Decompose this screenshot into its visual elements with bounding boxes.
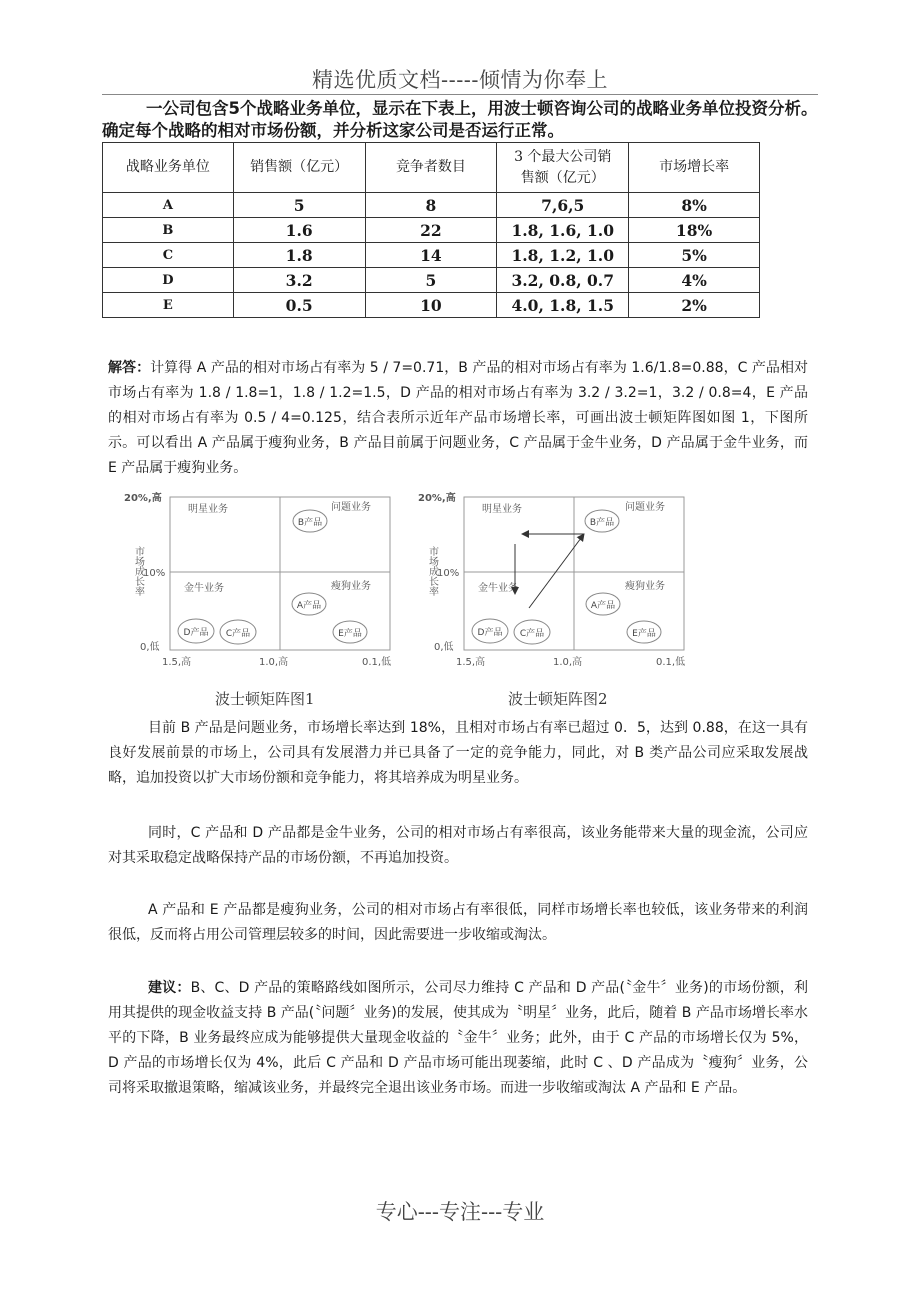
table-cell: 1.8, 1.2, 1.0 [497,243,629,268]
table-cell: D [103,268,234,293]
table-cell: 22 [365,218,497,243]
col-header-sbu: 战略业务单位 [103,143,234,193]
table-cell: 2% [629,293,760,318]
quadrant-question-label: 问题业务 [331,502,371,513]
x-tick-label: 1.0,高 [259,657,289,668]
table-cell: 4% [629,268,760,293]
quadrant-question-label: 问题业务 [625,502,665,513]
product-label-b: B产品 [589,518,615,528]
paragraph-suggestion [108,976,808,1101]
product-label-d: D产品 [477,628,503,638]
suggestion-text: B、C、D 产品的策略路线如图所示，公司尽力维持 C 产品和 D 产品(〝金牛〞业务)的市场份额，利用其提供的现金收益支持 B 产品(〝问题〞业务)的发展，使其成为〝明星〞业务，此后，随着 B 产品市场增长率水平的下降，B 业务最终应成为能够提供大量现金收益的〝金牛〞业务；此外，由于 C 产品的市场增长仅为 5%，D 产品的市场增长仅为 4%，此后 C 产品和 D 产品市场可能出现萎缩，此时 C 、D 产品成为〝瘦狗〞业务，公司将采取撤退策略，缩减该业务，并最终完全退出该业务市场。而进一步收缩或淘汰 A 产品和 E 产品。 [108,980,809,1096]
table-cell: 1.8, 1.6, 1.0 [497,218,629,243]
y-mid-label: 10% [437,568,460,579]
arrow-cow-to-question [529,534,584,608]
quadrant-cow-label: 金牛业务 [184,583,224,594]
col-header-sales: 销售额（亿元） [233,143,365,193]
table-cell: 4.0, 1.8, 1.5 [497,293,629,318]
table-cell: 5% [629,243,760,268]
x-tick-label: 1.5,高 [456,657,486,668]
table-cell: 10 [365,293,497,318]
table-row [103,268,760,293]
col-header-competitors: 竞争者数目 [365,143,497,193]
quadrant-cow-label: 金牛业务 [478,583,518,594]
figure-caption-1: 波士顿矩阵图1 [215,690,315,708]
y-top-label: 20%,高 [418,493,456,504]
col-header-top3: 3 个最大公司销售额（亿元） [497,143,629,193]
table-cell: 5 [233,193,365,218]
product-label-e: E产品 [338,629,362,639]
bcg-matrix-1 [118,488,403,672]
product-label-a: A产品 [296,601,322,611]
table-cell: 1.6 [233,218,365,243]
x-tick-label: 1.5,高 [162,657,192,668]
product-label-a: A产品 [590,601,616,611]
table-cell: 14 [365,243,497,268]
table-row [103,218,760,243]
table-cell: 5 [365,268,497,293]
figure-caption-2: 波士顿矩阵图2 [508,690,608,708]
table-cell: 1.8 [233,243,365,268]
paragraph-dogs: A 产品和 E 产品都是瘦狗业务，公司的相对市场占有率很低，同样市场增长率也较低，该业务带来的利润很低，反而将占用公司管理层较多的时间，因此需要进一步收缩或淘汰。 [108,902,808,943]
quadrant-star-label: 明星业务 [482,504,522,515]
suggestion-label: 建议： [148,980,191,996]
table-row [103,293,760,318]
paragraph-b-strategy: 目前 B 产品是问题业务，市场增长率达到 18%，且相对市场占有率已超过 0．5，达到 0.88，在这一具有良好发展前景的市场上，公司具有发展潜力并已具备了一定的竞争能力，同此，对 B 类产品公司应采取发展战略，追加投资以扩大市场份额和竞争能力，将其培养成为明星业务。 [108,720,808,786]
product-label-b: B产品 [297,518,323,528]
answer-paragraph [108,356,808,481]
y-low-label: 0,低 [434,642,454,653]
table-cell: A [103,193,234,218]
table-cell: 3.2, 0.8, 0.7 [497,268,629,293]
product-label-c: C产品 [225,629,251,639]
table-cell: 18% [629,218,760,243]
page-header: 精选优质文档-----倾情为你奉上 [312,68,608,92]
table-row [103,193,760,218]
answer-text: 计算得 A 产品的相对市场占有率为 5 / 7=0.71，B 产品的相对市场占有率为 1.6/1.8=0.88，C 产品相对市场占有率为 1.8 / 1.8=1，1.8 / 1.2=1.5，D 产品的相对市场占有率为 3.2 / 3.2=1，3.2 / 0.8=4，E 产品的相对市场占有率为 0.5 / 4=0.125，结合表所示近年产品市场增长率，可画出波士顿矩阵图如图 1，下图所示。可以看出 A 产品属于瘦狗业务，B 产品目前属于问题业务，C 产品属于金牛业务，D 产品属于金牛业务，而 E 产品属于瘦狗业务。 [108,360,809,476]
col-header-growth: 市场增长率 [629,143,760,193]
page-footer: 专心---专注---专业 [375,1200,545,1224]
product-label-e: E产品 [632,629,656,639]
header-divider [102,94,818,95]
question-text: 一公司包含5个战略业务单位，显示在下表上，用波士顿咨询公司的战略业务单位投资分析。确定每个战略的相对市场份额，并分析这家公司是否运行正常。 [102,99,818,140]
sbu-table [102,142,760,318]
y-mid-label: 10% [143,568,166,579]
y-top-label: 20%,高 [124,493,162,504]
x-tick-label: 0.1,低 [362,657,392,668]
table-row [103,243,760,268]
product-label-c: C产品 [519,629,545,639]
y-low-label: 0,低 [140,642,160,653]
x-tick-label: 1.0,高 [553,657,583,668]
table-cell: B [103,218,234,243]
y-axis-label: 市场成长率 [426,546,438,596]
answer-label: 解答： [108,360,151,376]
table-cell: 8 [365,193,497,218]
table-cell: 3.2 [233,268,365,293]
table-cell: 0.5 [233,293,365,318]
x-tick-label: 0.1,低 [656,657,686,668]
paragraph-cash-cows: 同时，C 产品和 D 产品都是金牛业务，公司的相对市场占有率很高，该业务能带来大量的现金流，公司应对其采取稳定战略保持产品的市场份额，不再追加投资。 [108,825,808,866]
table-cell: E [103,293,234,318]
product-label-d: D产品 [183,628,209,638]
table-header-row [103,143,760,193]
table-cell: 8% [629,193,760,218]
table-cell: C [103,243,234,268]
quadrant-dog-label: 瘦狗业务 [625,581,665,592]
bcg-matrix-2 [412,488,697,672]
table-cell: 7,6,5 [497,193,629,218]
y-axis-label: 市场成长率 [132,546,144,596]
quadrant-star-label: 明星业务 [188,504,228,515]
quadrant-dog-label: 瘦狗业务 [331,581,371,592]
